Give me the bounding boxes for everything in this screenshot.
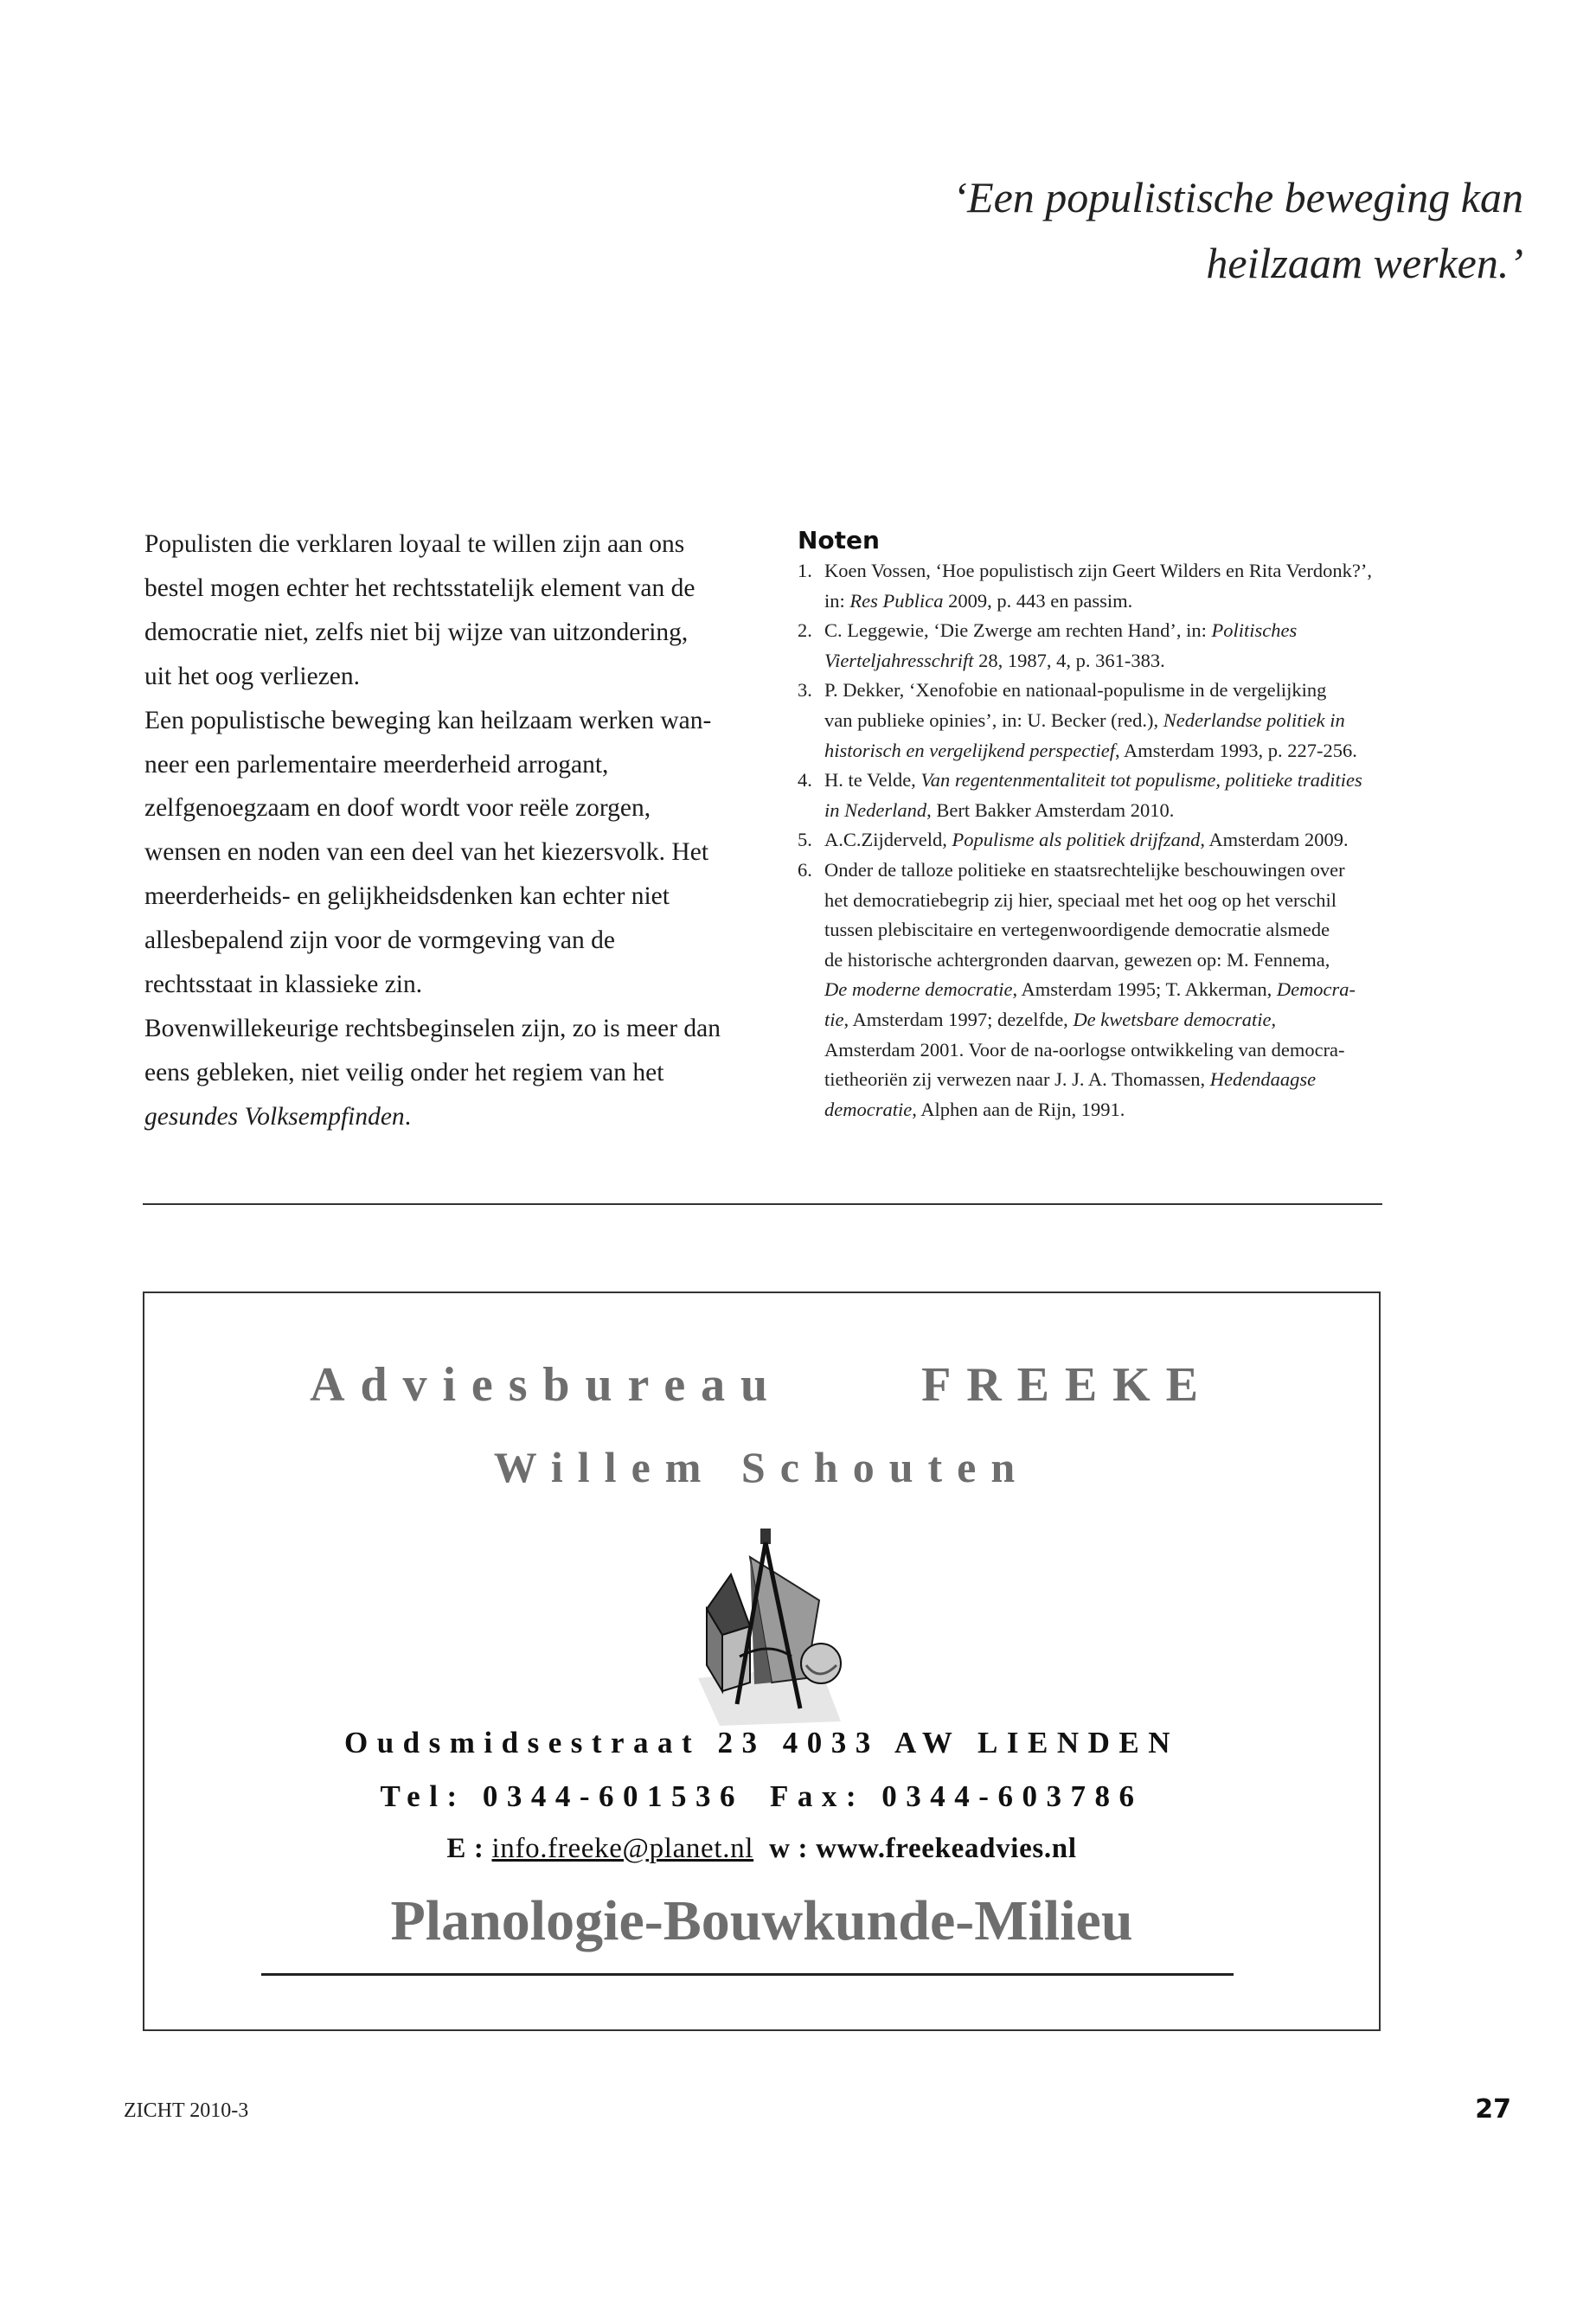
body-line: bestel mogen echter het rechtsstatelijk element van de	[144, 574, 695, 602]
note-text: Onder de talloze politieke en staatsrechtelijke beschouwingen over	[824, 858, 1345, 881]
note-text: de historische achtergronden daarvan, gewezen op: M. Fennema,	[824, 948, 1330, 971]
body-line: zelfgenoegzaam en doof wordt voor reële zorgen,	[144, 794, 651, 823]
note-italic: Nederlandse politiek in	[1163, 708, 1345, 731]
pull-quote-line: ‘Een populistische beweging kan	[952, 173, 1523, 221]
note-text: Koen Vossen, ‘Hoe populistisch zijn Geert Wilders en Rita Verdonk?’,	[824, 560, 1372, 581]
note-italic: Populisme als politiek drijfzand	[952, 829, 1201, 851]
note-number: 1.	[798, 560, 812, 581]
note-italic: Vierteljahresschrift	[824, 649, 974, 671]
note-text: 28, 1987, 4, p. 361-383.	[973, 649, 1165, 671]
note-text: A.C.Zijderveld,	[824, 829, 952, 851]
note-italic: Res Publica	[849, 589, 944, 612]
footer-issue: ZICHT 2010-3	[124, 2099, 249, 2122]
note-text: , Amsterdam 2009.	[1200, 829, 1349, 851]
article-body	[144, 522, 750, 1139]
note-text: , Amsterdam 1997; dezelfde,	[843, 1008, 1074, 1030]
ad-tel: Tel: 0344-601536	[380, 1779, 744, 1813]
note-italic: historisch en vergelijkend perspectief	[824, 739, 1115, 761]
pull-quote-line: heilzaam werken.’	[1206, 239, 1523, 287]
note-italic: tie	[824, 1008, 844, 1030]
note-item	[798, 856, 1403, 1125]
note-item	[798, 556, 1403, 616]
note-text: H. te Velde,	[824, 769, 921, 792]
ad-contact-line	[144, 1833, 1379, 1865]
note-text: ,	[1271, 1008, 1277, 1030]
note-text: van publieke opinies’, in: U. Becker (red.),	[824, 708, 1163, 731]
ad-tagline: Planologie-Bouwkunde-Milieu	[390, 1889, 1133, 1952]
body-line: uit het oog verliezen.	[144, 662, 361, 690]
footer-page-number: 27	[1475, 2094, 1511, 2125]
section-divider	[143, 1203, 1382, 1205]
ad-person-name: Willem Schouten	[493, 1443, 1030, 1491]
note-text: , Amsterdam 1995; T. Akkerman,	[1012, 978, 1277, 1001]
ad-company-word: Adviesbureau	[310, 1358, 784, 1412]
body-line: eens gebleken, niet veilig onder het regiem van het	[144, 1058, 664, 1086]
ad-email-prefix: E :	[446, 1833, 492, 1864]
note-italic: De moderne democratie	[824, 978, 1013, 1001]
body-line	[144, 1095, 750, 1139]
note-text: tussen plebiscitaire en vertegenwoordigende democratie alsmede	[824, 919, 1330, 941]
note-italic: Van regentenmentaliteit tot populisme, politieke tradities	[920, 769, 1362, 792]
body-line: democratie niet, zelfs niet bij wijze van uitzondering,	[144, 618, 689, 646]
ad-email-link[interactable]: info.freeke@planet.nl	[491, 1833, 754, 1864]
note-text: C. Leggewie, ‘Die Zwerge am rechten Hand’, in:	[824, 619, 1212, 642]
body-line: Een populistische beweging kan heilzaam werken wan-	[144, 706, 712, 734]
note-italic: democratie	[824, 1098, 913, 1120]
note-italic: Hedendaagse	[1209, 1068, 1317, 1091]
note-item	[798, 616, 1403, 676]
note-italic: Democra-	[1276, 978, 1356, 1001]
body-line: rechtsstaat in klassieke zin.	[144, 971, 423, 999]
note-text: P. Dekker, ‘Xenofobie en nationaal-populisme in de vergelijking	[824, 679, 1327, 702]
note-text: 2009, p. 443 en passim.	[943, 589, 1133, 612]
body-line: Populisten die verklaren loyaal te willen zijn aan ons	[144, 530, 685, 558]
note-text: , Amsterdam 1993, p. 227-256.	[1114, 739, 1357, 761]
ad-underline	[261, 1973, 1234, 1976]
ad-company-title	[144, 1357, 1379, 1413]
note-text: , Bert Bakker Amsterdam 2010.	[926, 798, 1175, 821]
note-number: 6.	[798, 858, 812, 881]
body-line: neer een parlementaire meerderheid arrogant,	[144, 750, 609, 779]
notes-section	[798, 526, 1403, 1125]
body-line: Bovenwillekeurige rechtsbeginselen zijn, zo is meer dan	[144, 1014, 721, 1042]
geometry-compass-shapes-icon	[689, 1527, 845, 1726]
note-text: tietheoriën zij verwezen naar J. J. A. Thomassen,	[824, 1068, 1210, 1091]
note-number: 3.	[798, 679, 812, 702]
note-number: 4.	[798, 769, 812, 792]
body-line: allesbepalend zijn voor de vormgeving van de	[144, 926, 615, 955]
note-number: 5.	[798, 829, 812, 851]
body-line: meerderheids- en gelijkheidsdenken kan echter niet	[144, 882, 670, 911]
ad-website: w : www.freekeadvies.nl	[769, 1833, 1077, 1864]
body-line: wensen en noden van een deel van het kiezersvolk. Het	[144, 838, 709, 867]
notes-heading: Noten	[798, 526, 880, 554]
body-text: .	[404, 1102, 412, 1131]
note-number: 2.	[798, 619, 812, 642]
note-italic: Politisches	[1211, 619, 1298, 642]
ad-company-name: FREEKE	[921, 1358, 1214, 1412]
body-italic: gesundes Volksempfinden	[144, 1102, 405, 1131]
note-item	[798, 766, 1403, 825]
pull-quote	[866, 164, 1523, 296]
note-italic: De kwetsbare democratie	[1073, 1008, 1272, 1030]
note-item	[798, 825, 1403, 856]
ad-phone-line	[144, 1779, 1379, 1814]
ad-address: Oudsmidsestraat 23 4033 AW LIENDEN	[343, 1726, 1180, 1759]
advertisement-box	[143, 1292, 1381, 2031]
note-item	[798, 676, 1403, 766]
note-text: het democratiebegrip zij hier, speciaal met het oog op het verschil	[824, 888, 1336, 911]
ad-fax: Fax: 0344-603786	[770, 1779, 1144, 1813]
notes-list	[798, 556, 1403, 1125]
note-text: in:	[824, 589, 850, 612]
note-italic: in Nederland	[824, 798, 927, 821]
note-text: Amsterdam 2001. Voor de na-oorlogse ontwikkeling van democra-	[824, 1038, 1345, 1061]
note-text: , Alphen aan de Rijn, 1991.	[912, 1098, 1125, 1120]
